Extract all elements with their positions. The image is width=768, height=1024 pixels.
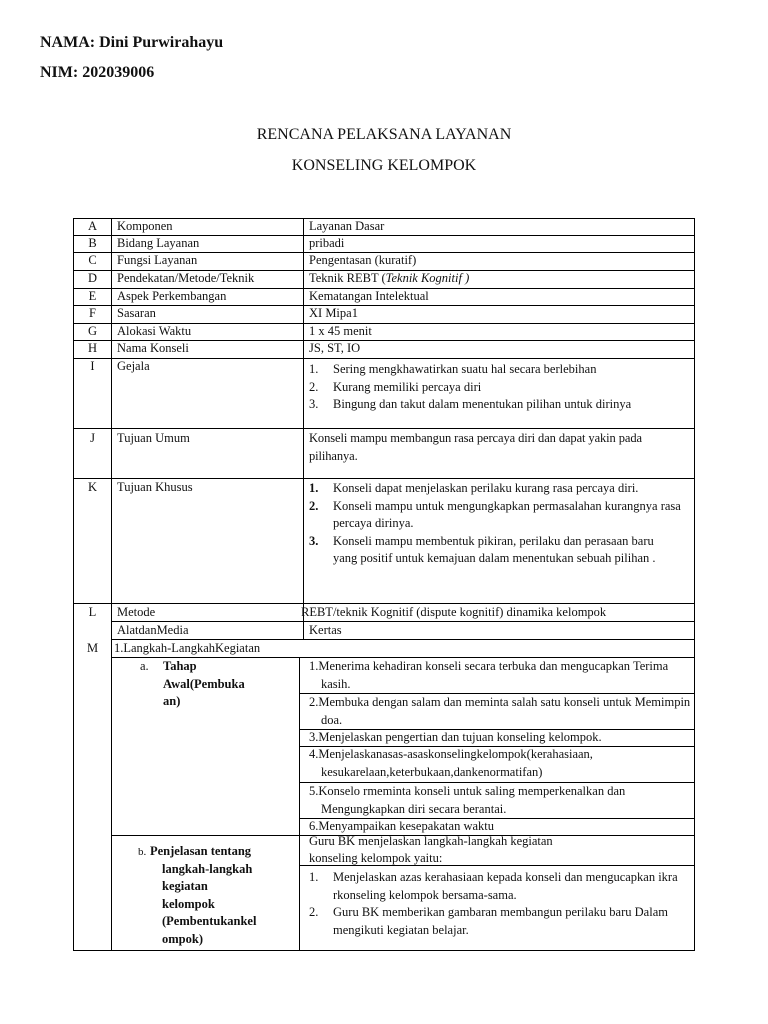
penjelasan-label: Penjelasan tentang langkah-langkah kegiatan kelompok (Pembentukankel ompok): [150, 844, 257, 946]
row-label: Pendekatan/Metode/Teknik: [117, 271, 255, 285]
row-letter: D: [87, 271, 98, 285]
penjelasan-intro: Guru BK menjelaskan langkah-langkah kegiatan: [309, 834, 553, 848]
row-letter: H: [87, 341, 98, 355]
row-value: [309, 270, 693, 288]
gejala-letter: I: [90, 359, 95, 373]
document-title: RENCANA PELAKSANA LAYANAN: [256, 126, 512, 143]
gejala-list: [309, 361, 693, 414]
tujuan-khusus-label: Tujuan Khusus: [117, 480, 193, 494]
document-subtitle: KONSELING KELOMPOK: [291, 157, 477, 174]
row-value: Layanan Dasar: [309, 219, 385, 233]
tujuan-khusus-letter: K: [87, 480, 98, 494]
list-item: 3. Konseli mampu membentuk pikiran, perilaku dan perasaan baru yang positif untuk kemajuan dalam menentukan sebuah pilihan .: [309, 533, 656, 565]
tahap-awal-step: 3.Menjelaskan pengertian dan tujuan konseling kelompok.: [309, 730, 602, 744]
tahap-awal-step: 4.Menjelaskanasas-asaskonselingkelompok(kerahasiaan, kesukarelaan,keterbukaan,dankenormatifan): [309, 747, 593, 779]
penjelasan-list: [309, 869, 681, 939]
penjelasan-marker: b.: [138, 846, 147, 858]
metode-value: REBT/teknik Kognitif (dispute kognitif) dinamika kelompok: [301, 605, 607, 619]
row-letter: A: [87, 219, 98, 233]
row-value: Pengentasan (kuratif): [309, 253, 417, 267]
media-label: AlatdanMedia: [117, 623, 189, 637]
list-item: 1. Menjelaskan azas kerahasiaan kepada konseli dan mengucapkan ikra rkonseling kelompok bersama-sama.: [309, 870, 678, 902]
technique-text: Teknik REBT (: [309, 271, 386, 285]
list-item: 3. Bingung dan takut dalam menentukan pilihan untuk dirinya: [309, 397, 632, 411]
row-value: Kematangan Intelektual: [309, 289, 429, 303]
row-letter: F: [89, 306, 96, 320]
metode-label: Metode: [117, 605, 156, 619]
list-item: 2. Konseli mampu untuk mengungkapkan permasalahan kurangnya rasa percaya dirinya.: [309, 498, 681, 530]
row-letter: B: [88, 236, 97, 250]
row-letter: E: [88, 289, 97, 303]
technique-italic-text: Teknik Kognitif ): [385, 271, 470, 285]
tahap-awal-step: 2.Membuka dengan salam dan meminta salah satu konseli untuk Memimpin doa.: [309, 695, 691, 727]
row-value: pribadi: [309, 236, 345, 250]
tujuan-umum-letter: J: [90, 431, 95, 445]
tujuan-umum-label: Tujuan Umum: [117, 431, 190, 445]
row-label: Nama Konseli: [117, 341, 189, 355]
row-value: JS, ST, IO: [309, 341, 361, 355]
list-item: 2. Guru BK memberikan gambaran membangun perilaku baru Dalam mengikuti kegiatan belajar.: [309, 905, 668, 937]
list-item: 1. Sering mengkhawatirkan suatu hal secara berlebihan: [309, 362, 597, 376]
row-label: Bidang Layanan: [117, 236, 200, 250]
row-value: 1 x 45 menit: [309, 324, 372, 338]
langkah-heading: 1.Langkah-LangkahKegiatan: [114, 641, 261, 655]
list-item: 1. Konseli dapat menjelaskan perilaku kurang rasa percaya diri.: [309, 481, 639, 495]
gejala-label: Gejala: [117, 359, 150, 373]
media-value: Kertas: [309, 623, 342, 637]
langkah-letter: M: [86, 641, 99, 655]
student-nim: NIM: 202039006: [40, 64, 155, 81]
tujuan-umum-value: Konseli mampu membangun rasa percaya diri dan dapat yakin pada pilihanya.: [309, 431, 642, 463]
tahap-awal-label: Tahap Awal(Pembuka an): [163, 659, 245, 708]
row-letter: G: [87, 324, 98, 338]
tahap-awal-step: 6.Menyampaikan kesepakatan waktu: [309, 819, 495, 833]
row-label: Aspek Perkembangan: [117, 289, 227, 303]
row-label: Komponen: [117, 219, 173, 233]
tahap-awal-step: 1.Menerima kehadiran konseli secara terbuka dan mengucapkan Terima kasih.: [309, 659, 669, 691]
tahap-awal-marker: a.: [140, 659, 149, 673]
penjelasan-intro: konseling kelompok yaitu:: [309, 851, 443, 865]
student-name: NAMA: Dini Purwirahayu: [40, 34, 224, 51]
tahap-awal-step: 5.Konselo rmeminta konseli untuk saling memperkenalkan dan Mengungkapkan diri secara berantai.: [309, 784, 626, 816]
row-value: XI Mipa1: [309, 306, 358, 320]
row-label: Sasaran: [117, 306, 156, 320]
tujuan-khusus-list: [309, 480, 681, 568]
row-letter: C: [88, 253, 97, 267]
row-label: Alokasi Waktu: [117, 324, 192, 338]
metode-letter: L: [88, 605, 97, 619]
list-item: 2. Kurang memiliki percaya diri: [309, 379, 482, 394]
row-label: Fungsi Layanan: [117, 253, 198, 267]
